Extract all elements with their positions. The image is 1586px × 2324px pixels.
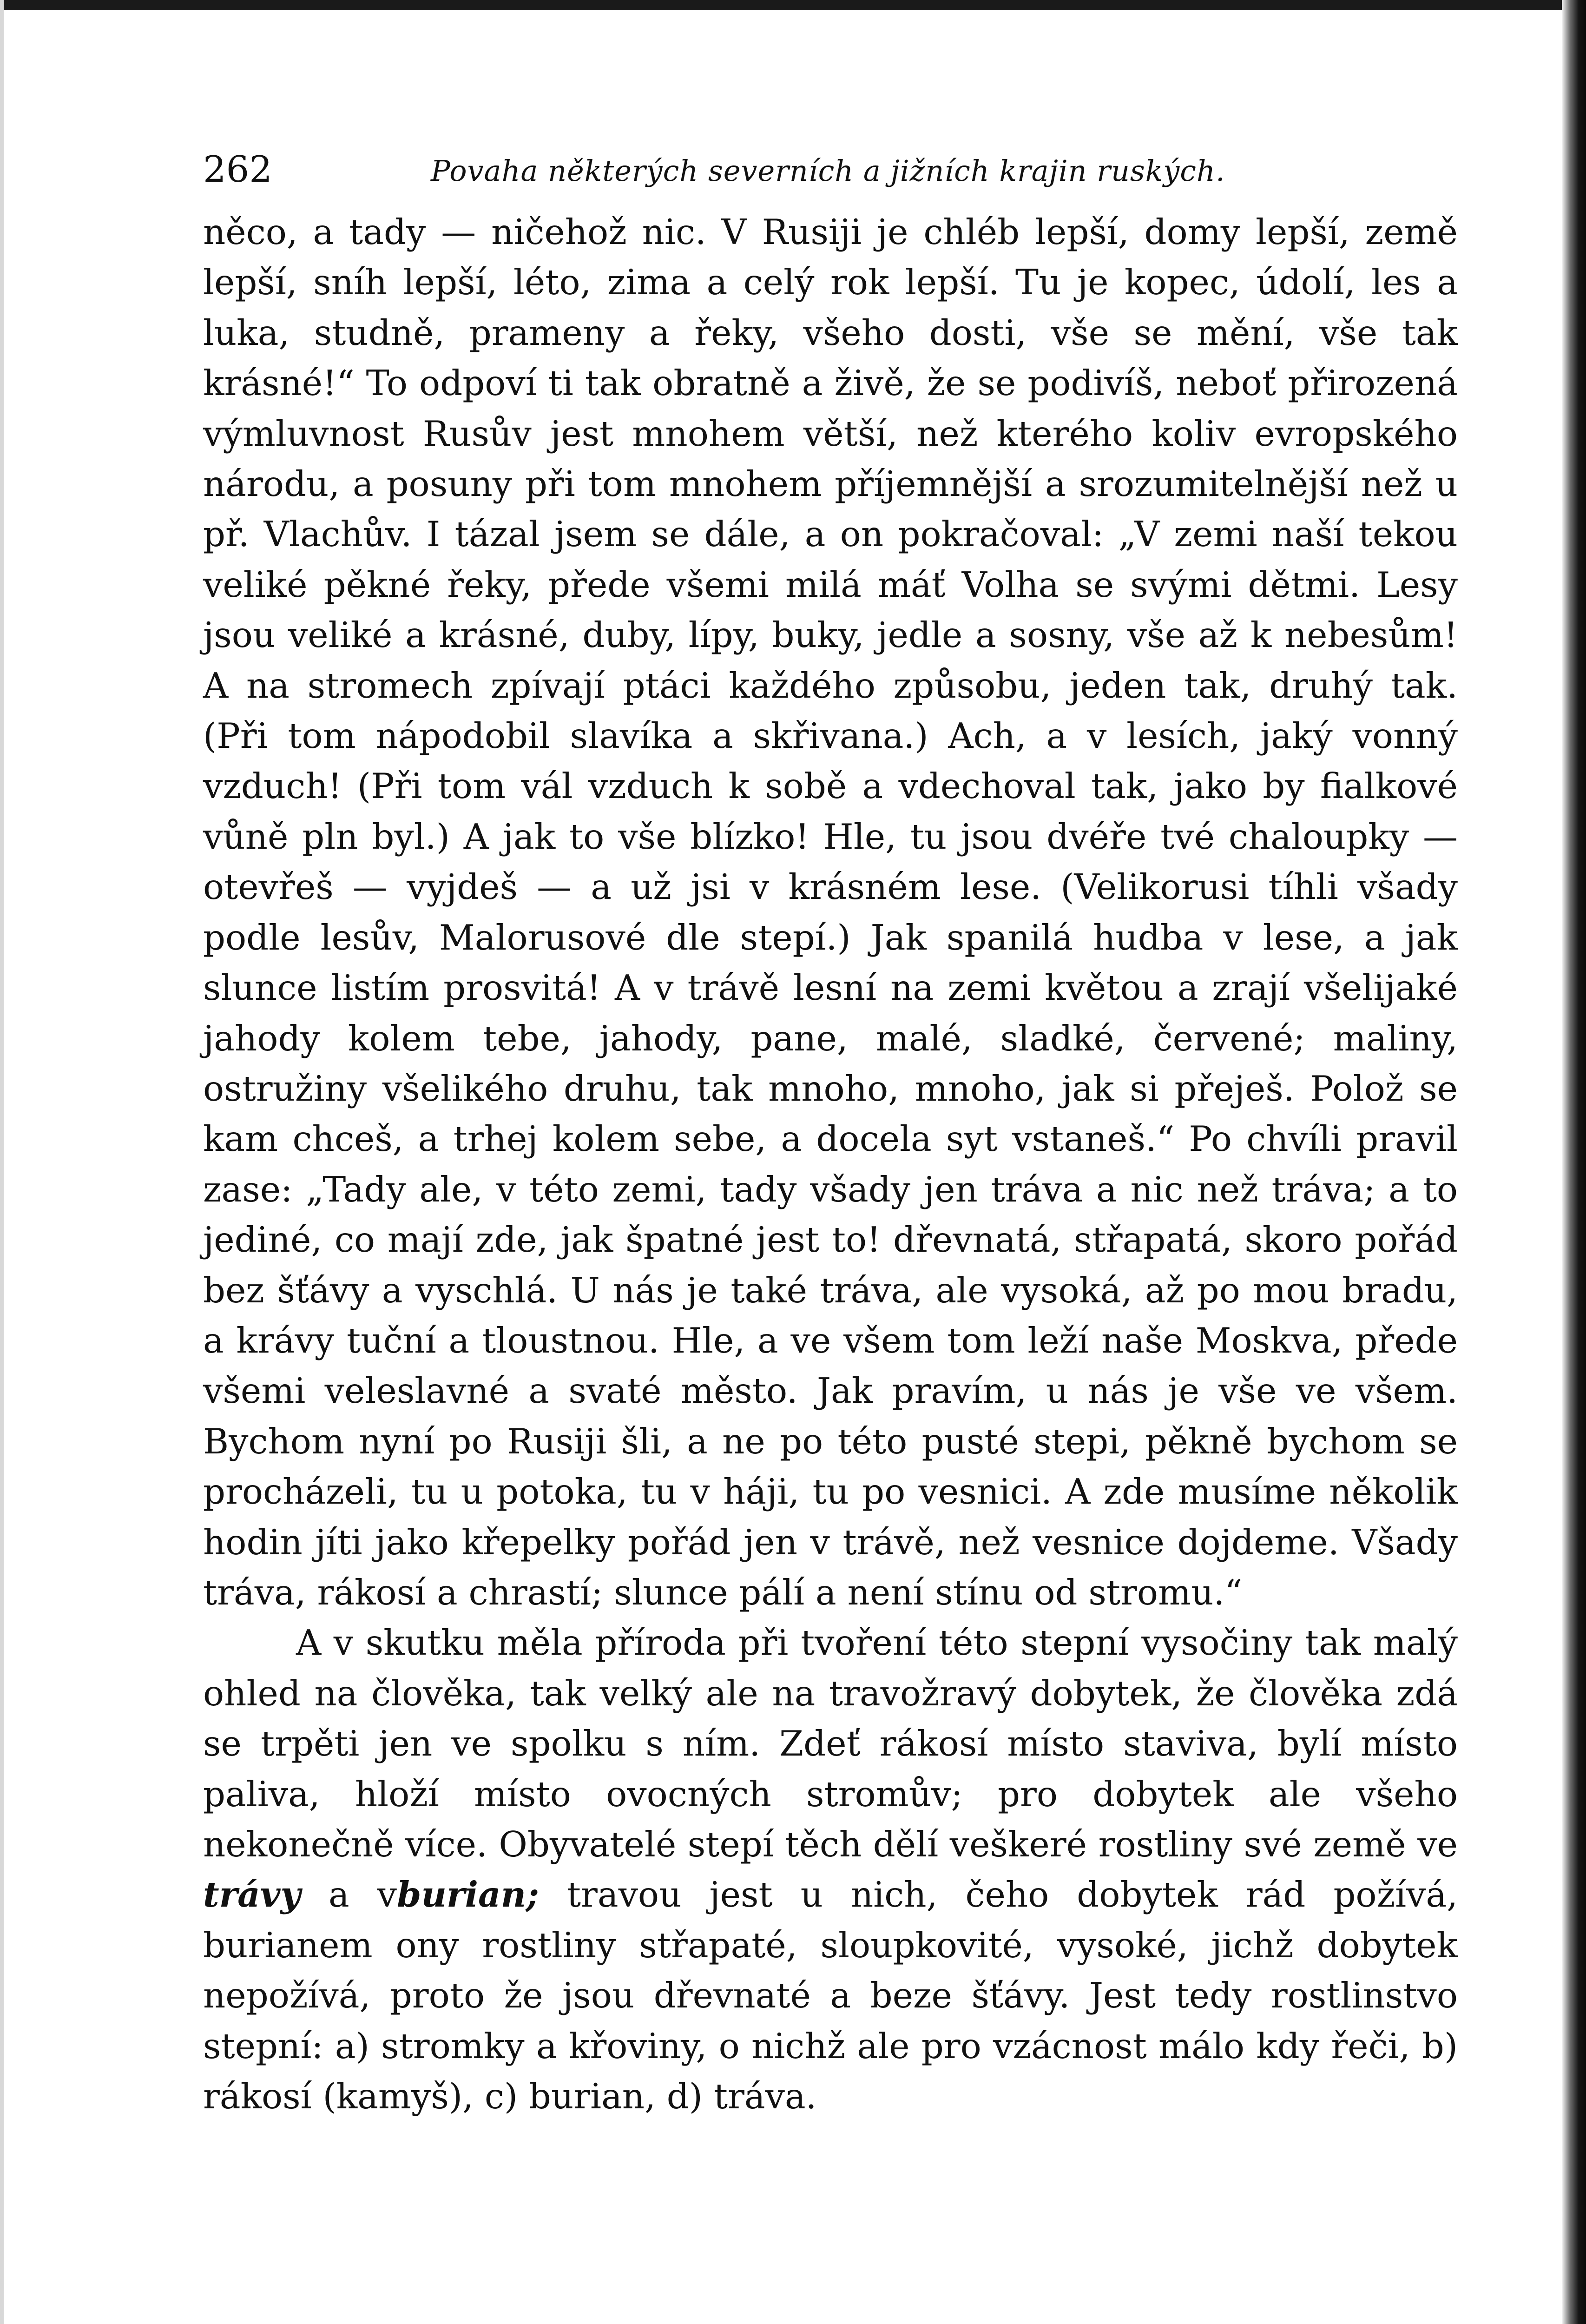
paragraph-2-end: travou jest u nich, čeho dobytek rád požívá, burianem ony rostliny střapaté, sloupkovité, vysoké, jichž dobytek nepožívá, proto že jsou dřevnaté a beze šťávy. Jest tedy rostlinstvo stepní: a) stromky a křoviny, o nichž ale pro vzácnost málo kdy řeči, b) rákosí (kamyš), c) burian, d) tráva. bbox=[203, 1874, 1458, 2117]
term-travy: trávy bbox=[203, 1874, 301, 1915]
scan-border-right bbox=[1562, 0, 1586, 2324]
paragraph-2-start: A v skutku měla příroda při tvoření této stepní vysočiny tak malý ohled na člověka, tak velký ale na travožravý dobytek, že člověka zdá se trpěti jen ve spolku s ním. Zdeť rákosí místo staviva, bylí místo paliva, hloží místo ovocných stromův; pro dobytek ale všeho nekonečně více. Obyvatelé stepí těch dělí veškeré rostliny své země ve bbox=[203, 1622, 1458, 1865]
term-burian: burian; bbox=[397, 1874, 539, 1915]
running-title: Povaha některých severních a jižních krajin ruských. bbox=[431, 154, 1225, 188]
scan-border-left bbox=[0, 0, 4, 2324]
paragraph-1: něco, a tady — ničehož nic. V Rusiji je chléb lepší, domy lepší, země lepší, sníh lepší, léto, zima a celý rok lepší. Tu je kopec, údolí, les a luka, studně, prameny a řeky, všeho dosti, vše se mění, vše tak krásné!“ To odpoví ti tak obratně a živě, že se podivíš, neboť přirozená výmluvnost Rusův jest mnohem větší, než kterého koliv evropského národu, a posuny při tom mnohem příjemnější a srozumitelnější než u př. Vlachův. I tázal jsem se dále, a on pokračoval: „V zemi naší tekou veliké pěkné řeky, přede všemi milá máť Volha se svými dětmi. Lesy jsou veliké a krásné, duby, lípy, buky, jedle a sosny, vše až k nebesům! A na stromech zpívají ptáci každého způsobu, jeden tak, druhý tak. (Při tom nápodobil slavíka a skřivana.) Ach, a v lesích, jaký vonný vzduch! (Při tom vál vzduch k sobě a vdechoval tak, jako by fialkové vůně pln byl.) A jak to vše blízko! Hle, tu jsou dvéře tvé chaloupky — otevřeš — vyjdeš — a už jsi v krásném lese. (Velikorusi tíhli všady podle lesův, Malorusové dle stepí.) Jak spanilá hudba v lese, a jak slunce listím prosvitá! A v trávě lesní na zemi květou a zrají všelijaké jahody kolem tebe, jahody, pane, malé, sladké, červené; maliny, ostružiny všelikého druhu, tak mnoho, mnoho, jak si přeješ. Polož se kam chceš, a trhej kolem sebe, a docela syt vstaneš.“ Po chvíli pravil zase: „Tady ale, v této zemi, tady všady jen tráva a nic než tráva; a to jediné, co mají zde, jak špatné jest to! dřevnatá, střapatá, skoro pořád bez šťávy a vyschlá. U nás je také tráva, ale vysoká, až po mou bradu, a krávy tuční a tloustnou. Hle, a ve všem tom leží naše Moskva, přede všemi veleslavné a svaté město. Jak pravím, u nás je vše ve všem. Bychom nyní po Rusiji šli, a ne po této pusté stepi, pěkně bychom se procházeli, tu u potoka, tu v háji, tu po vesnici. A zde musíme několik hodin jíti jako křepelky pořád jen v trávě, než vesnice dojdeme. Všady tráva, rákosí a chrastí; slunce pálí a není stínu od stromu.“ bbox=[203, 211, 1458, 1613]
book-page bbox=[203, 146, 1458, 2121]
page-number: 262 bbox=[203, 149, 272, 191]
body-text bbox=[203, 207, 1458, 2121]
term-connector: a v bbox=[328, 1874, 397, 1915]
scan-border-top bbox=[0, 0, 1586, 10]
paragraph-2 bbox=[203, 1618, 1458, 2121]
running-head bbox=[203, 146, 1458, 207]
